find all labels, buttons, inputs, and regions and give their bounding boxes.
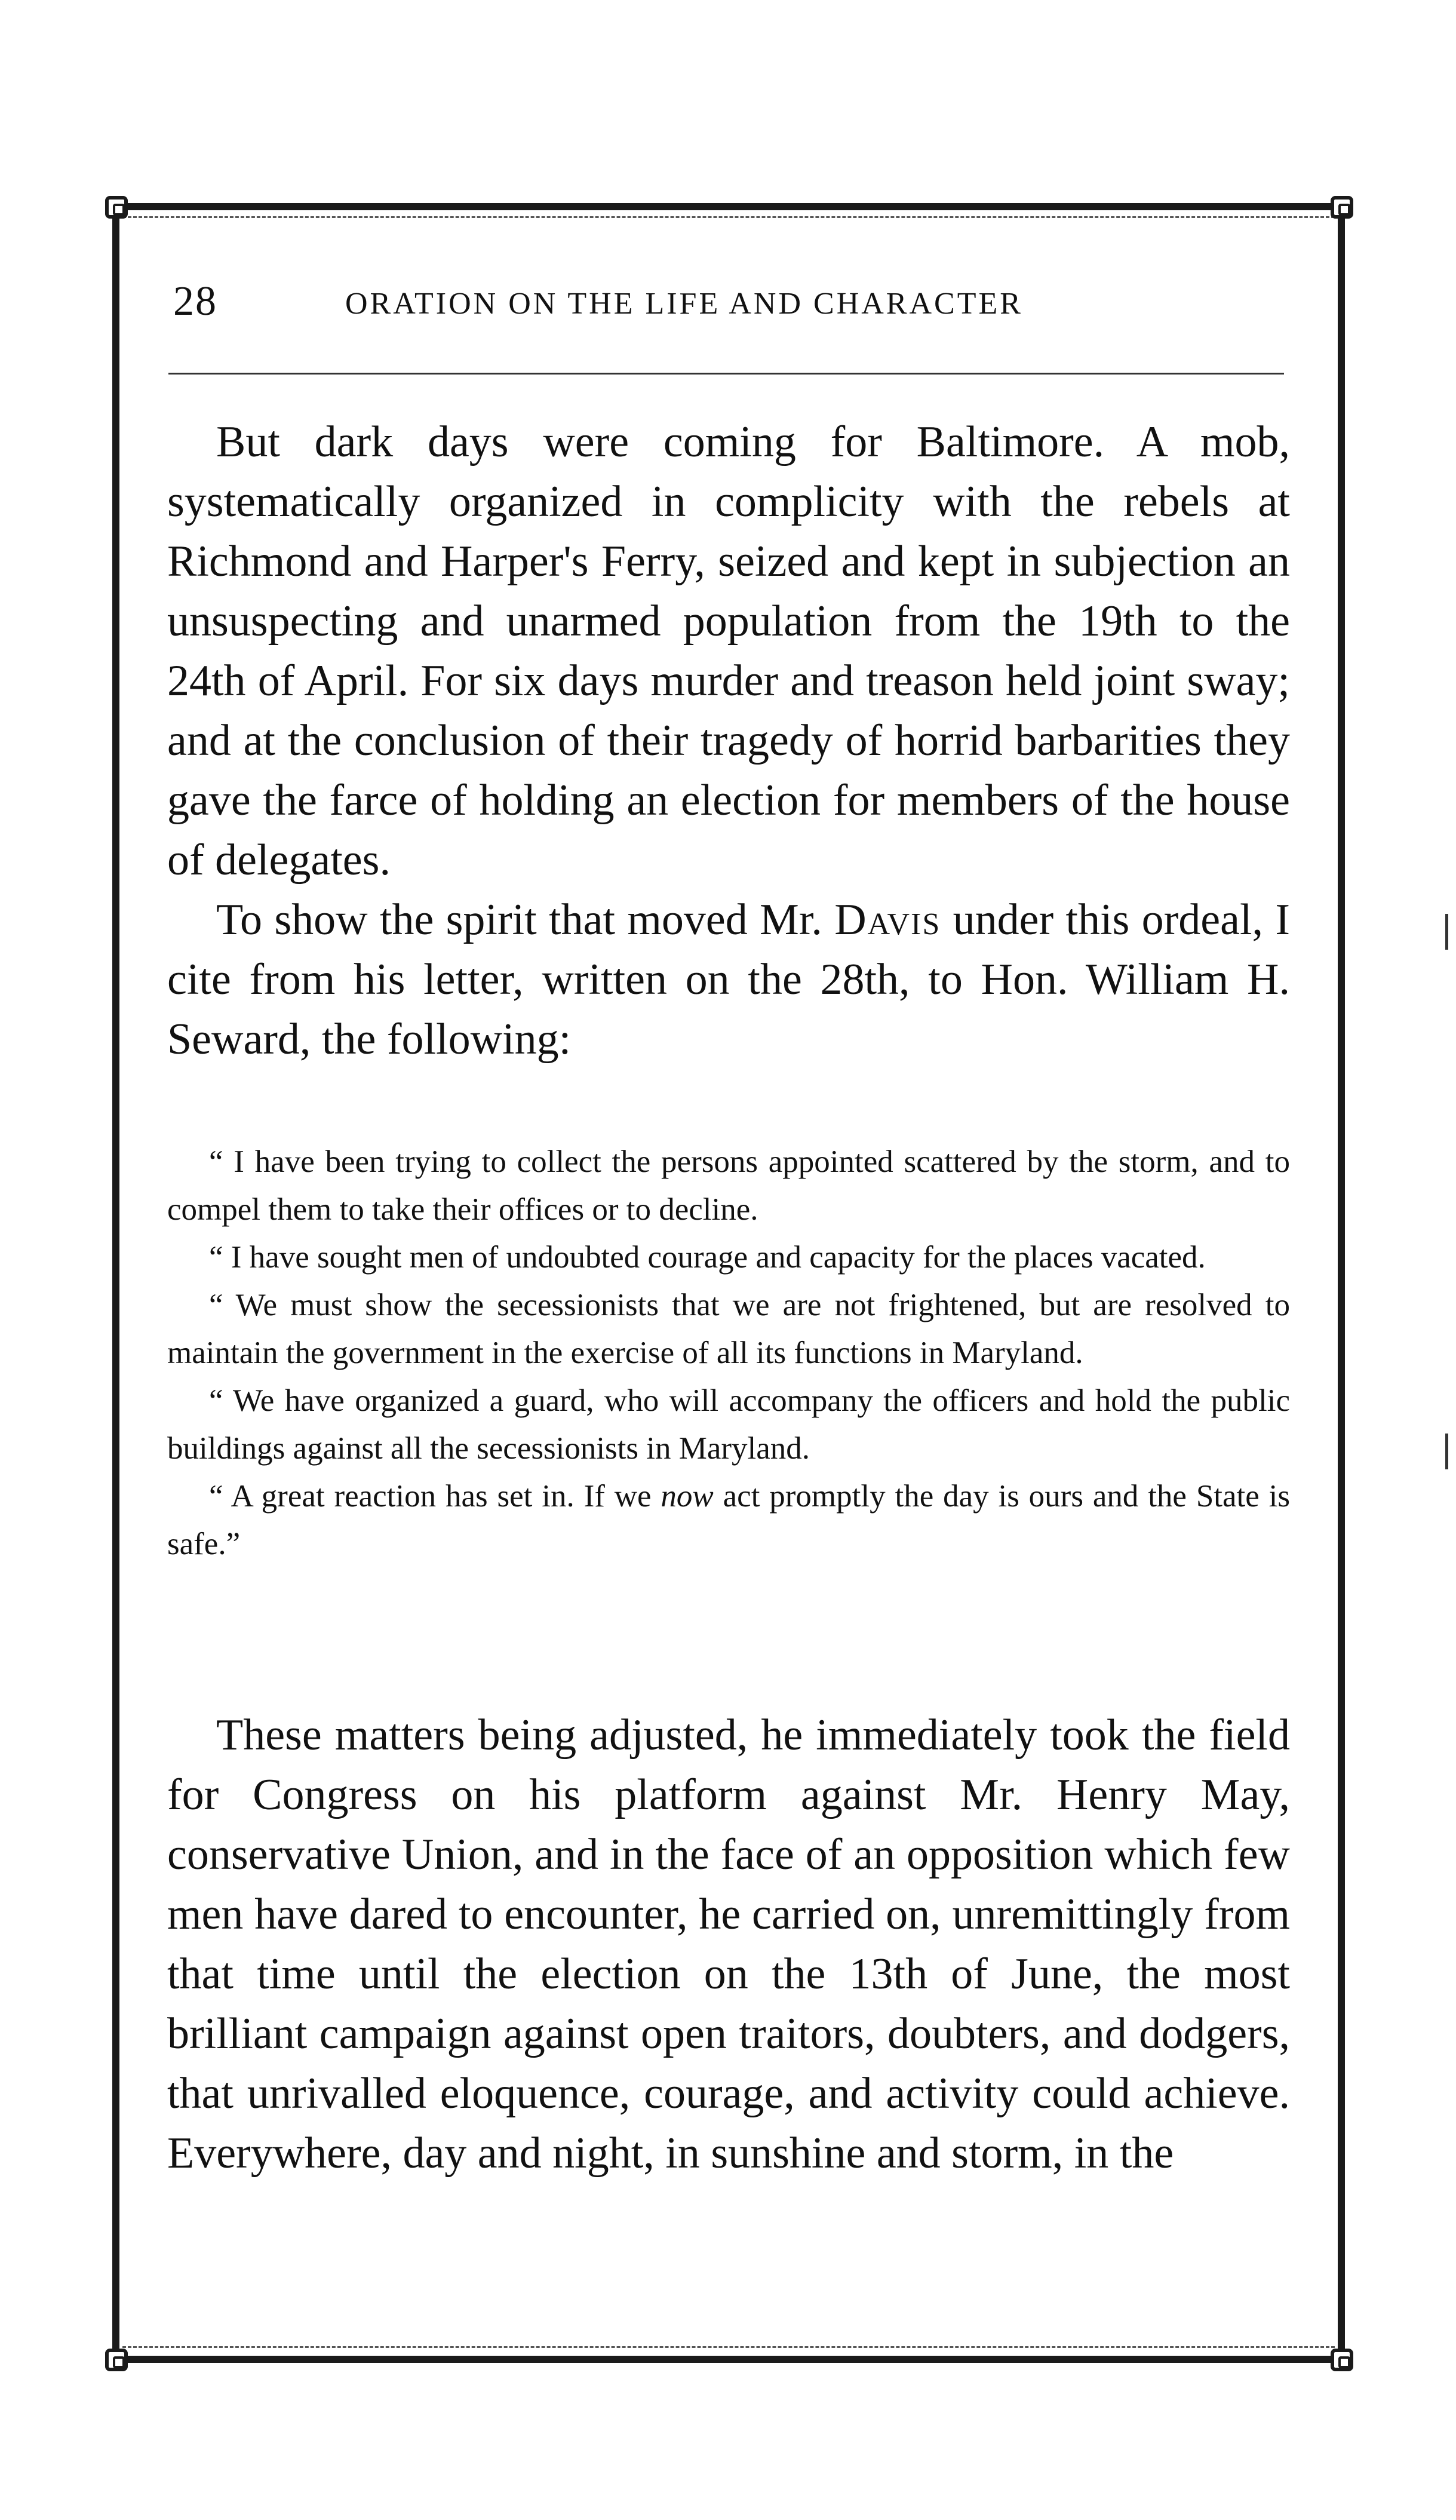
frame-right-rule bbox=[1338, 203, 1345, 2363]
frame-bottom-rule bbox=[122, 2356, 1335, 2363]
quote-paragraph bbox=[167, 1472, 1290, 1568]
page-number: 28 bbox=[173, 278, 217, 324]
corner-ornament-icon bbox=[1331, 2349, 1353, 2371]
page-header bbox=[166, 278, 1301, 332]
quote-paragraph: “ I have sought men of undoubted courage and capacity for the places vacated. bbox=[209, 1240, 1206, 1275]
margin-mark bbox=[1445, 914, 1448, 950]
frame-left-rule bbox=[112, 203, 119, 2363]
frame-top-inner-rule bbox=[122, 216, 1335, 220]
header-divider bbox=[168, 373, 1284, 375]
paragraph-text: To show the spirit that moved Mr. bbox=[216, 895, 835, 944]
corner-ornament-icon bbox=[105, 2349, 128, 2371]
corner-ornament-icon bbox=[1331, 196, 1353, 219]
quote-paragraph: “ I have been trying to collect the persons appointed scattered by the storm, and to compel them to take their offices or to decline. bbox=[167, 1144, 1290, 1227]
emphasis-now: now bbox=[661, 1479, 714, 1514]
margin-mark bbox=[1445, 1434, 1448, 1469]
paragraph bbox=[167, 890, 1290, 1069]
body-section-2 bbox=[167, 1705, 1290, 2183]
name-davis: Davis bbox=[834, 895, 941, 944]
body-section-1 bbox=[167, 412, 1290, 1069]
quote-text: “ A great reaction has set in. If we bbox=[209, 1479, 661, 1514]
paragraph: But dark days were coming for Baltimore. A mob, systematically organized in complicity with the rebels at Richmond and Harper's Ferry, seized and kept in subjection an unsuspecting and unarmed population from the 19th to the 24th of April. For six days murder and treason held joint sway; and at the conclusion of their tragedy of horrid barbarities they gave the farce of holding an election for members of the house of delegates. bbox=[167, 418, 1290, 885]
quote-text: act promptly the day is ours and the State is safe.” bbox=[167, 1479, 1291, 1561]
quote-paragraph: “ We must show the secessionists that we are not frightened, but are resolved to maintain the government in the exercise of all its functions in Maryland. bbox=[167, 1288, 1290, 1370]
paragraph: These matters being adjusted, he immediately took the field for Congress on his platform against Mr. Henry May, conservative Union, and in the face of an opposition which few men have dared to encounter, he carried on, unremittingly from that time until the election on the 13th of June, the most brilliant campaign against open traitors, doubters, and dodgers, that unrivalled eloquence, courage, and activity could achieve. Everywhere, day and night, in sunshine and storm, in the bbox=[167, 1711, 1290, 2178]
letter-quotation bbox=[167, 1138, 1290, 1568]
frame-bottom-inner-rule bbox=[122, 2346, 1335, 2350]
paragraph-text: under this ordeal, I cite from his letter, written on the 28th, to Hon. William H. Seward, the following: bbox=[167, 895, 1290, 1064]
quote-paragraph: “ We have organized a guard, who will accompany the officers and hold the public buildings against all the secessionists in Maryland. bbox=[167, 1383, 1290, 1466]
frame-top-rule bbox=[122, 203, 1335, 210]
corner-ornament-icon bbox=[105, 196, 128, 219]
running-title: ORATION ON THE LIFE AND CHARACTER bbox=[345, 287, 1023, 321]
